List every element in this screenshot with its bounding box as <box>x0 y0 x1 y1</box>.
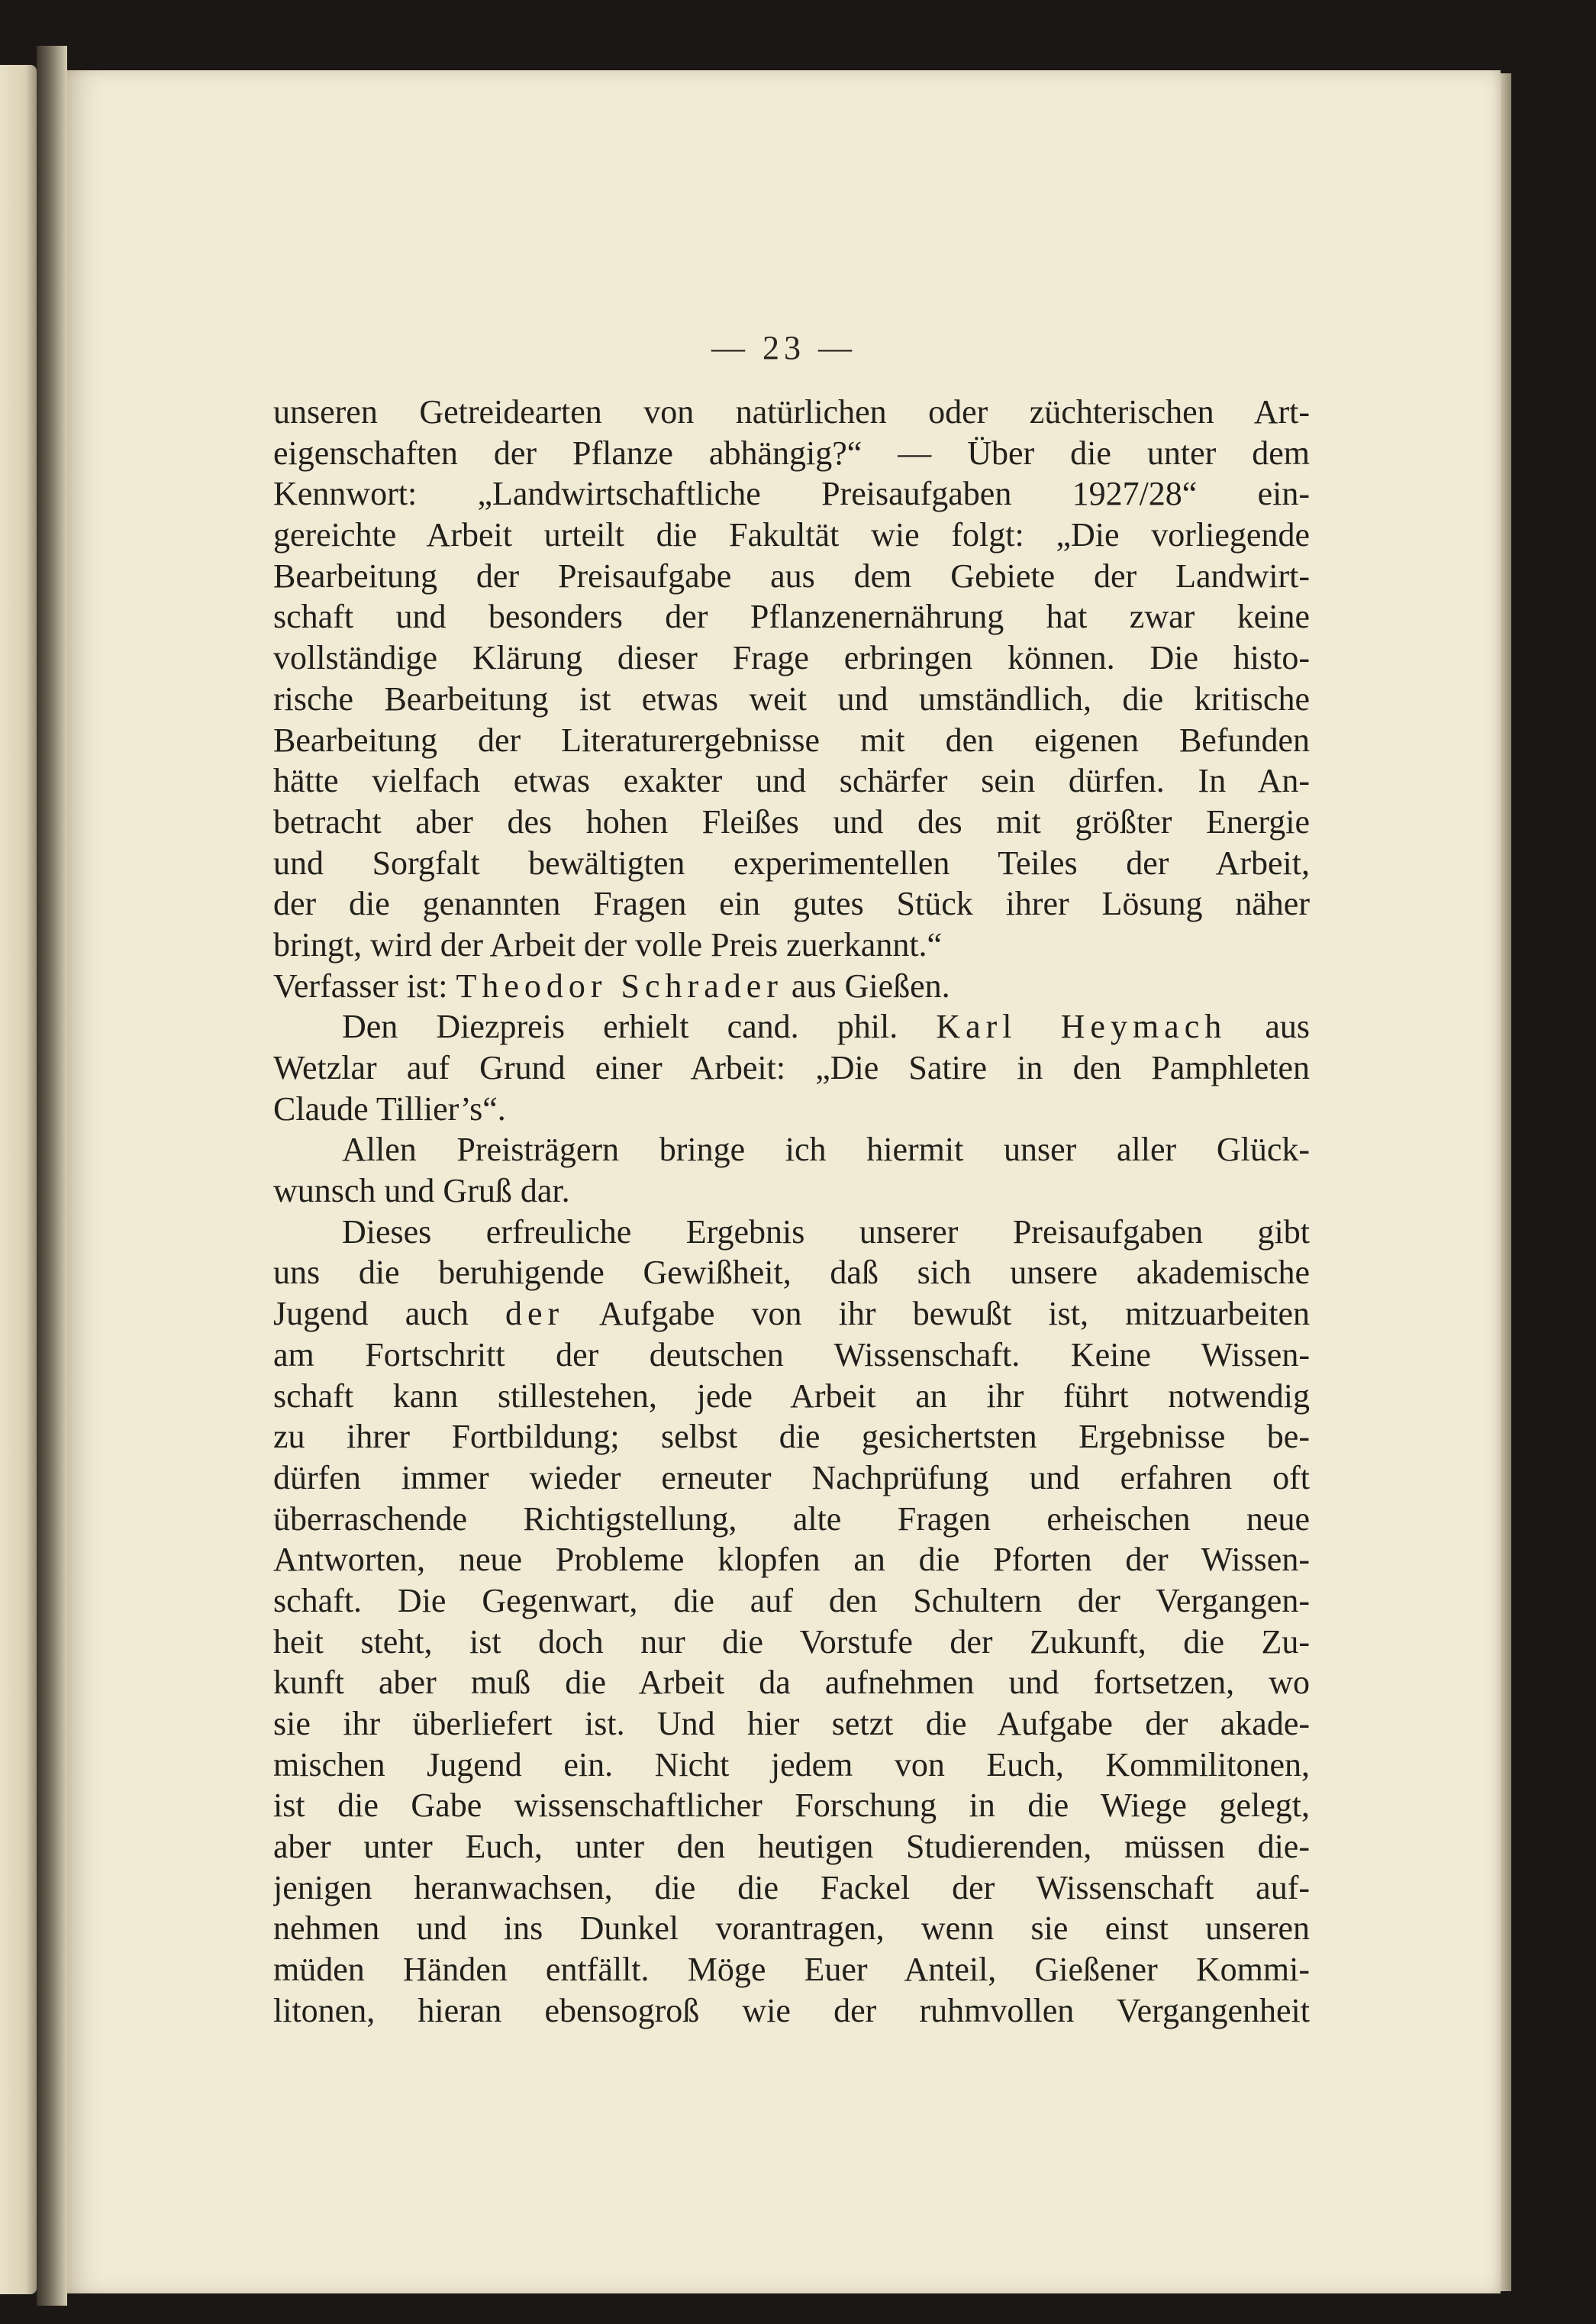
text-line: unseren Getreidearten von natürlichen oder züchterischen Art- <box>273 393 1310 431</box>
page-text <box>273 392 1310 2032</box>
prize-name: Karl Heymach <box>936 1008 1227 1046</box>
text-line: Antworten, neue Probleme klopfen an die Pforten der Wissen- <box>273 1541 1310 1579</box>
text-line: aber unter Euch, unter den heutigen Studierenden, müssen die- <box>273 1828 1310 1866</box>
text-line: und Sorgfalt bewältigten experimentellen Teiles der Arbeit, <box>273 844 1310 882</box>
text-line: sie ihr überliefert ist. Und hier setzt die Aufgabe der akade- <box>273 1705 1310 1742</box>
facing-page-edge <box>0 65 37 2294</box>
text-line: Wetzlar auf Grund einer Arbeit: „Die Satire in den Pamphleten <box>273 1049 1310 1086</box>
text-line: schaft und besonders der Pflanzenernährung hat zwar keine <box>273 598 1310 636</box>
emphasized-word: der <box>505 1295 565 1333</box>
text-line: betracht aber des hohen Fleißes und des mit größter Energie <box>273 802 1310 841</box>
text-line: Bearbeitung der Preisaufgabe aus dem Gebiete der Landwirt- <box>273 557 1310 595</box>
text-line: kunft aber muß die Arbeit da aufnehmen und fortsetzen, wo <box>273 1664 1310 1702</box>
text-line: zu ihrer Fortbildung; selbst die gesichertsten Ergebnisse be- <box>273 1418 1310 1456</box>
author-name: Theodor Schrader <box>456 967 783 1005</box>
text-line: mischen Jugend ein. Nicht jedem von Euch, Kommilitonen, <box>273 1745 1310 1783</box>
prize-line <box>273 1006 1310 1047</box>
text-line: uns die beruhigende Gewißheit, daß sich unsere akademische <box>273 1254 1310 1292</box>
text-line: dürfen immer wieder erneuter Nachprüfung und erfahren oft <box>273 1458 1310 1496</box>
text-line: nehmen und ins Dunkel vorantragen, wenn sie einst unseren <box>273 1909 1310 1948</box>
page-number: — 23 — <box>711 329 856 366</box>
text-line: rische Bearbeitung ist etwas weit und umständlich, die kritische <box>273 679 1310 718</box>
author-line <box>273 966 1310 1007</box>
text-line: überraschende Richtigstellung, alte Fragen erheischen neue <box>273 1499 1310 1538</box>
book-page <box>67 70 1501 2293</box>
text-line: litonen, hieran ebensogroß wie der ruhmvollen Vergangenheit <box>273 1991 1310 2029</box>
text-line: müden Händen entfällt. Möge Euer Anteil, Gießener Kommi- <box>273 1951 1310 1989</box>
text-line: vollständige Klärung dieser Frage erbringen können. Die histo- <box>273 639 1310 677</box>
text-line: bringt, wird der Arbeit der volle Preis zuerkannt.“ <box>273 925 943 963</box>
text-line: schaft kann stillestehen, jede Arbeit an ihr führt notwendig <box>273 1377 1310 1415</box>
prize-suffix: aus <box>1227 1008 1310 1046</box>
text-line: Kennwort: „Landwirtschaftliche Preisaufgaben 1927/28“ ein- <box>273 475 1310 513</box>
text-line <box>273 1293 1310 1335</box>
text-line: Bearbeitung der Literaturergebnisse mit den eigenen Befunden <box>273 721 1310 759</box>
text-line: der die genannten Fragen ein gutes Stück ihrer Lösung näher <box>273 885 1310 923</box>
text-line: hätte vielfach etwas exakter und schärfer sein dürfen. In An- <box>273 762 1310 800</box>
text-line: Dieses erfreuliche Ergebnis unserer Preisaufgaben gibt <box>342 1212 1310 1251</box>
text-line: Claude Tillier’s“. <box>273 1089 506 1128</box>
closing-suffix: Aufgabe von ihr bewußt ist, mitzuarbeiten <box>564 1295 1310 1333</box>
text-line: schaft. Die Gegenwart, die auf den Schultern der Vergangen- <box>273 1581 1310 1619</box>
author-suffix: aus Gießen. <box>782 967 950 1005</box>
book-gutter <box>37 46 67 2306</box>
text-line: Allen Preisträgern bringe ich hiermit unser aller Glück- <box>342 1131 1310 1169</box>
text-line: ist die Gabe wissenschaftlicher Forschung in die Wiege gelegt, <box>273 1787 1310 1825</box>
text-line: am Fortschritt der deutschen Wissenschaft. Keine Wissen- <box>273 1335 1310 1373</box>
text-line: eigenschaften der Pflanze abhängig?“ — Über die unter dem <box>273 434 1310 472</box>
prize-prefix: Den Diezpreis erhielt cand. phil. <box>342 1008 937 1046</box>
text-line: jenigen heranwachsen, die die Fackel der Wissenschaft auf- <box>273 1868 1310 1906</box>
closing-prefix: Jugend auch <box>273 1295 505 1333</box>
text-line: wunsch und Gruß dar. <box>273 1172 570 1210</box>
author-prefix: Verfasser ist: <box>273 967 456 1005</box>
page-edge-shadow <box>1501 73 1511 2291</box>
text-line: heit steht, ist doch nur die Vorstufe der Zukunft, die Zu- <box>273 1622 1310 1661</box>
text-line: gereichte Arbeit urteilt die Fakultät wie folgt: „Die vorliegende <box>273 516 1310 554</box>
